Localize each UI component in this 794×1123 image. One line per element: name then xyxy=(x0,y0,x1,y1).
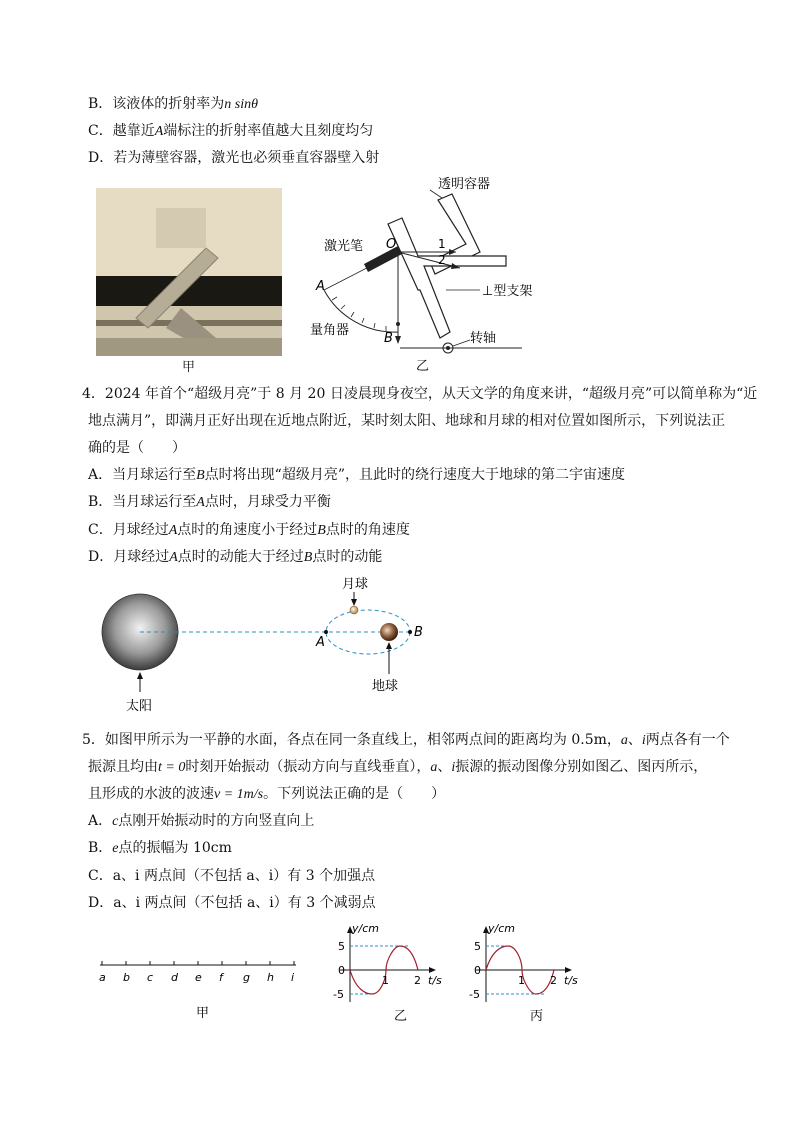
q4-b-post: 点时，月球受力平衡 xyxy=(204,494,331,510)
q5-l2-post: 时刻开始振动（振动方向与直线垂直）， xyxy=(185,759,431,775)
q4-a-var: B xyxy=(196,468,205,483)
q5-l2-t: t = 0 xyxy=(158,760,186,775)
point-label-c: c xyxy=(147,971,154,984)
q5-b-ylabel: y/cm xyxy=(352,922,379,935)
point-label-h: h xyxy=(267,971,274,984)
point-label-a: a xyxy=(99,971,106,984)
q5-a-post: 点刚开始振动时的方向竖直向上 xyxy=(118,813,315,829)
point-label-i: i xyxy=(291,971,295,984)
q4-d-var2: B xyxy=(303,550,313,565)
q4-a-pre: A．当月球运行至 xyxy=(88,467,197,483)
q3-option-c-var: A xyxy=(154,124,164,139)
q3-diagram-caption: 乙 xyxy=(416,359,430,372)
q5-c-x2: 2 xyxy=(550,974,557,987)
q5-c-yzero: 0 xyxy=(474,964,481,977)
q4-stem-2: 地点满月”，即满月正好出现在近地点附近，某时刻太阳、地球和月球的相对位置如图所示，下列说法正 xyxy=(88,413,726,429)
q5-b-post: 点的振幅为 10cm xyxy=(118,840,232,856)
q5-option-d: D．a、i 两点间（不包括 a、i）有 3 个减弱点 xyxy=(88,895,376,911)
q5-graph-b xyxy=(328,920,448,1030)
q5-l1-post: 两点各有一个 xyxy=(645,732,730,748)
q5-b-yzero: 0 xyxy=(338,964,345,977)
q5-l1-i: i xyxy=(641,733,646,748)
point-label-d: d xyxy=(171,971,178,984)
label-sun: 太阳 xyxy=(126,699,153,714)
q5-l2-post2: 振源的振动图像分别如图乙、图丙所示， xyxy=(455,759,708,775)
q4-orbit-diagram xyxy=(96,574,446,716)
q5-b-ytop: 5 xyxy=(338,940,345,953)
q5-l1-mid: 、 xyxy=(627,732,642,748)
label-moon: 月球 xyxy=(342,577,369,592)
point-label-g: g xyxy=(243,971,250,984)
q3-option-c-suffix: 端标注的折射率值越大且刻度均匀 xyxy=(163,123,374,139)
q5-stem-2 xyxy=(88,757,707,778)
label-point-a: A xyxy=(316,635,325,650)
label-container: 透明容器 xyxy=(438,177,491,192)
q5-points-line xyxy=(90,955,310,1025)
q4-a-post: 点时将出现“超级月亮”，且此时的绕行速度大于地球的第二宇宙速度 xyxy=(204,467,626,483)
q5-b-x1: 1 xyxy=(382,974,389,987)
q5-l3-post: 。下列说法正确的是（ ） xyxy=(263,786,446,802)
label-ray1: 1 xyxy=(438,237,446,251)
q3-option-d: D．若为薄壁容器，激光也必须垂直容器壁入射 xyxy=(88,150,380,166)
q3-option-c xyxy=(88,121,373,142)
q5-stem-3 xyxy=(88,784,445,805)
q3-diagram xyxy=(310,172,540,372)
label-protractor: 量角器 xyxy=(310,323,350,338)
q3-photo xyxy=(96,188,282,356)
q5-l2-a: a xyxy=(430,760,438,775)
q5-l1-pre: 5．如图甲所示为一平静的水面，各点在同一条直线上，相邻两点间的距离均为 0.5m， xyxy=(82,732,621,748)
q5-c-xlabel: t/s xyxy=(564,974,578,987)
q4-c-mid: 点时的角速度小于经过 xyxy=(177,522,318,538)
q5-l2-mid: 、 xyxy=(437,759,452,775)
q4-b-pre: B．当月球运行至 xyxy=(88,494,197,510)
label-a: A xyxy=(316,279,325,294)
label-point-b: B xyxy=(414,625,423,640)
earth-shape xyxy=(380,623,398,641)
label-earth: 地球 xyxy=(372,679,399,694)
q5-caption-a: 甲 xyxy=(196,1006,210,1021)
q4-d-mid: 点时的动能大于经过 xyxy=(177,549,304,565)
q5-c-ylabel: y/cm xyxy=(488,922,515,935)
q4-option-d xyxy=(88,547,382,568)
q5-l3-pre: 且形成的水波的波速 xyxy=(88,786,214,802)
q5-b-x2: 2 xyxy=(414,974,421,987)
label-ray2: 2 xyxy=(438,253,446,267)
q5-c-ytop: 5 xyxy=(474,940,481,953)
q4-c-var2: B xyxy=(317,523,326,538)
label-laser: 激光笔 xyxy=(324,239,364,254)
q5-l2-pre: 振源且均由 xyxy=(88,759,158,775)
q4-option-c xyxy=(88,520,410,541)
q5-graph-c xyxy=(464,920,584,1030)
q5-option-b xyxy=(88,838,232,859)
label-axis: 转轴 xyxy=(470,331,497,346)
q4-d-var: A xyxy=(169,550,178,565)
q5-b-caption: 乙 xyxy=(394,1009,408,1024)
q4-d-post: 点时的动能 xyxy=(312,549,383,565)
q3-photo-caption: 甲 xyxy=(182,360,196,375)
q5-b-ybottom: -5 xyxy=(333,988,344,1001)
q4-stem-3: 确的是（ ） xyxy=(88,440,186,456)
q5-a-pre: A． xyxy=(88,813,113,829)
q5-l1-a: a xyxy=(620,733,628,748)
point-label-e: e xyxy=(195,971,202,984)
q5-b-var: e xyxy=(112,841,119,856)
q4-option-a xyxy=(88,465,625,486)
q5-l3-v: v = 1m/s xyxy=(214,787,264,802)
q5-stem-1 xyxy=(82,730,730,751)
q4-b-var: A xyxy=(196,495,205,510)
laser-pen-shape xyxy=(364,246,402,272)
q5-a-var: c xyxy=(112,814,119,829)
label-bracket: ⊥型支架 xyxy=(482,284,533,299)
q3-option-c-prefix: C．越靠近 xyxy=(88,123,155,139)
point-label-b: b xyxy=(123,971,130,984)
q5-l2-i: i xyxy=(451,760,456,775)
q5-b-pre: B． xyxy=(88,840,113,856)
q4-stem-1: 4．2024 年首个“超级月亮”于 8 月 20 日凌晨现身夜空，从天文学的角度来讲，“超级月亮”可以简单称为“近 xyxy=(82,386,758,402)
label-b: B xyxy=(384,331,393,346)
q5-c-x1: 1 xyxy=(518,974,525,987)
q3-option-b-text: B．该液体的折射率为 xyxy=(88,96,225,112)
q5-option-a xyxy=(88,811,314,832)
q4-c-post: 点时的角速度 xyxy=(325,522,410,538)
point-label-f: f xyxy=(219,971,223,984)
label-o: O xyxy=(386,237,397,252)
q5-option-c: C．a、i 两点间（不包括 a、i）有 3 个加强点 xyxy=(88,868,376,884)
q4-c-var: A xyxy=(168,523,178,538)
q3-option-b xyxy=(88,94,258,115)
q5-c-caption: 丙 xyxy=(530,1009,544,1024)
q3-option-b-formula: n sinθ xyxy=(224,97,259,112)
q4-c-pre: C．月球经过 xyxy=(88,522,169,538)
q5-c-ybottom: -5 xyxy=(469,988,480,1001)
q5-b-xlabel: t/s xyxy=(428,974,442,987)
q4-option-b xyxy=(88,492,331,513)
moon-shape xyxy=(350,606,358,614)
q4-d-pre: D．月球经过 xyxy=(88,549,170,565)
